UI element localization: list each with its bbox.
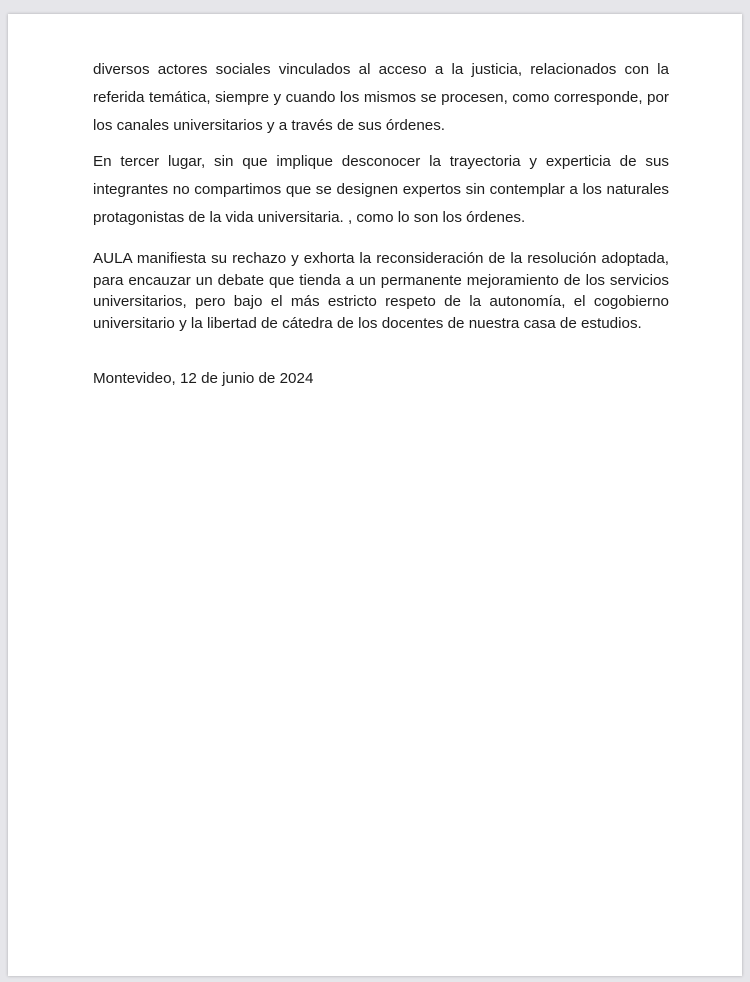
paragraph-aula-rechazo: AULA manifiesta su rechazo y exhorta la reconsideración de la resolución adoptada, para encauzar un debate que tienda a un permanente mejoramiento de los servicios universitarios, pero bajo el más estricto respeto de la autonomía, el cogobierno universitario y la libertad de cátedra de los docentes de nuestra casa de estudios. — [93, 250, 669, 332]
paragraph-tercer-lugar: En tercer lugar, sin que implique desconocer la trayectoria y experticia de sus integrantes no compartimos que se designen expertos sin contemplar a los naturales protagonistas de la vida universitaria. , como lo son los órdenes. — [93, 153, 669, 226]
date-line: Montevideo, 12 de junio de 2024 — [93, 370, 314, 387]
paragraph-actores-sociales: diversos actores sociales vinculados al acceso a la justicia, relacionados con la referida temática, siempre y cuando los mismos se procesen, como corresponde, por los canales universitarios y a través de sus órdenes. — [93, 61, 669, 134]
document-page — [8, 14, 742, 976]
